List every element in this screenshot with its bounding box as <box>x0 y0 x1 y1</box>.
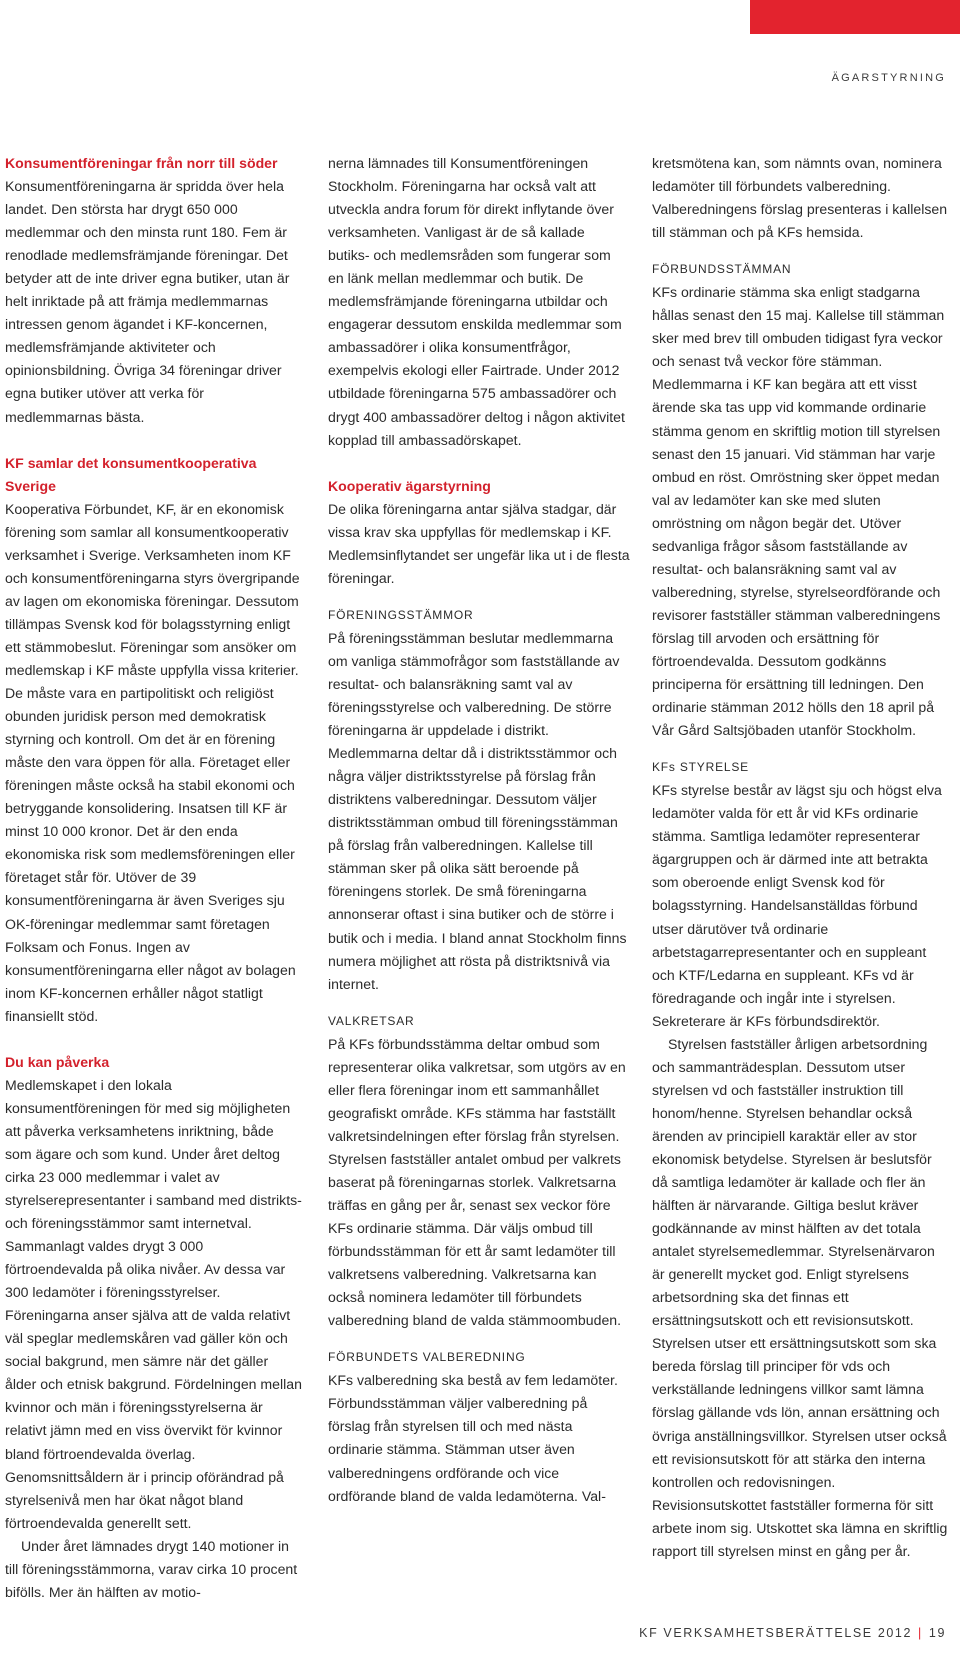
page-number: 19 <box>928 1626 946 1640</box>
footer-separator: | <box>918 1626 923 1640</box>
heading-du-kan-paverka: Du kan påverka <box>5 1053 110 1070</box>
subheading-foreningsstammor: FÖRENINGSSTÄMMOR <box>328 607 474 622</box>
paragraph: På föreningsstämman beslutar medlemmarna om vanliga stämmofrågor som fastställande av resultat- och balansräkning samt val av föreningsstyrelse och valberedning. De större föreningarna är uppdelade i distrikt. Medlemmarna deltar då i distriktsstämmor och några väljer distriktsstyrelse på förslag från distriktens valberedningar. Dessutom väljer distriktsstämman ombud till föreningsstämman på förslag från valberedningen. Kallelse till stämman sker på olika sätt beroende på föreningens storlek. De små föreningarna annonserar oftast i sina butiker och de större i butik och i media. I bland annat Stockholm finns numera möjlighet att rösta på distriktsnivå via internet. <box>328 629 627 992</box>
heading-kf-samlar: KF samlar det konsumentkooperativa Sverige <box>5 454 257 494</box>
section-label: ÄGARSTYRNING <box>831 72 946 84</box>
paragraph: Medlemskapet i den lokala konsumentföreningen för med sig möjligheten att påverka verksamhetens inriktning, både som ägare och som kund. Under året deltog cirka 23 000 medlemmar i valet av styrelserepresentanter i samband med distrikts- och föreningsstämmor samt internetval. Sammanlagt valdes drygt 3 000 förtroendevalda på olika nivåer. Av dessa var 300 ledamöter i föreningsstyrelser. Föreningarna anser själva att de valda relativt väl speglar medlemskåren vad gäller kön och social bakgrund, men sämre när det gäller ålder och etnisk bakgrund. Fördelningen mellan kvinnor och män i föreningsstyrelserna är relativt jämn med en viss övervikt för kvinnor bland förtroendevalda överlag. Genomsnittsåldern är i princip oförändrad på styrelsenivå men har ökat något bland förtroendevalda generellt sett. <box>5 1076 302 1531</box>
red-corner-tab <box>750 0 960 34</box>
paragraph: De olika föreningarna antar själva stadgar, där vissa krav ska uppfyllas för medlemskap i KF. Medlemsinflytandet ser ungefär lika ut i de flesta föreningar. <box>328 500 630 586</box>
paragraph: KFs styrelse består av lägst sju och högst elva ledamöter valda för ett år vid KFs ordinarie stämma. Samtliga ledamöter representerar ägargruppen och är därmed inte att betrakta som oberoende enligt Svensk kod för bolagsstyrning. Handelsanställdas förbund utser därutöver två ordinarie arbetstagarrepresentanter och en suppleant och KTF/Ledarna en suppleant. KFs vd är föredragande och ingår inte i styrelsen. Sekreterare är KFs förbundsdirektör. <box>652 782 942 1029</box>
text-column-2 <box>328 152 630 1508</box>
subheading-valkretsar: VALKRETSAR <box>328 1013 415 1028</box>
subheading-forbundsstamman: FÖRBUNDSSTÄMMAN <box>652 262 792 277</box>
heading-kooperativ-agarstyrning: Kooperativ ägarstyrning <box>328 477 491 494</box>
footer-title: KF VERKSAMHETSBERÄTTELSE 2012 <box>639 1626 913 1640</box>
paragraph: Styrelsen fastställer årligen arbetsordning och sammanträdesplan. Dessutom utser styrelsen vd och fastställer instruktion till honom/henne. Styrelsen behandlar också ärenden av principiell karaktär eller av stor ekonomisk betydelse. Styrelsen är beslutsför då samtliga ledamöter är kallade och fler än hälften är närvarande. Giltiga beslut kräver godkännande av minst hälften av det totala antalet styrelsemedlemmar. Styrelsenärvaron är generellt mycket god. Enligt styrelsens arbetsordning ska det finnas ett ersättningsutskott och ett revisionsutskott. Styrelsen utser ett ersättningsutskott som ska bereda förslag till principer för vds och verkställande ledningens villkor samt lämna förslag gällande vds lön, annan ersättning och övriga anställningsvillkor. Styrelsen utser också ett revisionsutskott för att stärka den interna kontrollen och redovisningen. Revisionsutskottet fastställer formerna för sitt arbete inom sig. Utskottet ska lämna en skriftlig rapport till styrelsen minst en gång per år. <box>652 1035 948 1559</box>
heading-konsumentforeningar: Konsumentföreningar från norr till söder <box>5 155 278 171</box>
text-column-1 <box>5 152 303 1604</box>
paragraph: nerna lämnades till Konsumentföreningen Stockholm. Föreningarna har också valt att utveckla andra forum för direkt inflytande över verksamheten. Vanligast är de så kallade butiks- och medlemsråden som fungerar som en länk mellan medlemmar och butik. De medlemsfrämjande föreningarna utbildar och engagerar dessutom enskilda medlemmar som ambassadörer i olika konsumentfrågor, exempelvis ekologi eller Fairtrade. Under 2012 utbildade föreningarna 575 ambassadörer och drygt 400 ambassadörer deltog i någon aktivitet kopplad till ambassadörskapet. <box>328 155 625 448</box>
subheading-forbundets-valberedning: FÖRBUNDETS VALBEREDNING <box>328 1350 526 1365</box>
paragraph: Kooperativa Förbundet, KF, är en ekonomisk förening som samlar all konsumentkooperativ verksamhet i Sverige. Verksamheten inom KF och konsumentföreningarna styrs övergripande av lagen om ekonomiska föreningar. Dessutom tillämpas Svensk kod för bolagsstyrning enligt ett stämmobeslut. Föreningar som ansöker om medlemskap i KF måste uppfylla vissa kriterier. De måste vara en partipolitiskt och religiöst obunden juridisk person med demokratisk styrning och kontroll. Om det är en förening måste den vara öppen för alla. Företaget eller föreningen måste också ha stabil ekonomi och betryggande konsolidering. Insatsen till KF är minst 10 000 kronor. Det är den enda ekonomiska risk som medlemsföreningen eller företaget står för. Utöver de 39 konsumentföreningarna är även Sveriges sju OK-föreningar medlemmar samt företagen Folksam och Fonus. Ingen av konsumentföreningarna eller något av bolagen inom KF-koncernen erhåller något statligt finansiellt stöd. <box>5 500 300 1024</box>
subheading-kfs-styrelse: KFs STYRELSE <box>652 760 749 775</box>
paragraph: Under året lämnades drygt 140 motioner in till föreningsstämmorna, varav cirka 10 procent bifölls. Mer än hälften av motio- <box>5 1537 298 1600</box>
text-column-3 <box>652 152 948 1563</box>
paragraph: KFs ordinarie stämma ska enligt stadgarna hållas senast den 15 maj. Kallelse till stämman sker med brev till ombuden tidigast fyra veckor och senast två veckor före stämman. Medlemmarna i KF kan begära att ett visst ärende ska tas upp vid kommande ordinarie stämma genom en skriftlig motion till styrelsen senast den 15 januari. Vid stämman har varje ombud en röst. Omröstning sker öppet medan val av ledamöter kan ske med sluten omröstning om någon begär det. Utöver sedvanliga frågor såsom fastställande av resultat- och balansräkning samt val av valberedning, styrelse, styrelseordförande och revisorer fastställer stämman valberedningens förslag till arvoden och ersättning för förtroendevalda. Dessutom godkänns principerna för ersättning till ledningen. Den ordinarie stämman 2012 hölls den 18 april på Vår Gård Saltsjöbaden utanför Stockholm. <box>652 284 945 739</box>
paragraph: kretsmötena kan, som nämnts ovan, nominera ledamöter till förbundets valberedning. Valberedningens förslag presenteras i kallelsen till stämman och på KFs hemsida. <box>652 155 948 241</box>
paragraph: KFs valberedning ska bestå av fem ledamöter. Förbundsstämman väljer valberedning på förslag från styrelsen till och med nästa ordinarie stämma. Stämman utser även valberedningens ordförande och vice ordförande bland de valda ledamöterna. Val- <box>328 1372 618 1504</box>
paragraph: På KFs förbundsstämma deltar ombud som representerar olika valkretsar, som utgörs av en eller flera föreningar inom ett sammanhållet geografiskt område. KFs stämma har fastställt valkretsindelningen efter förslag från styrelsen. Styrelsen fastställer antalet ombud per valkrets baserat på föreningarnas storlek. Valkretsarna träffas en gång per år, senast sex veckor före KFs ordinarie stämma. Där väljs ombud till förbundsstämman för ett år samt ledamöter till valkretsens valberedning. Valkretsarna kan också nominera ledamöter till förbundets valberedning bland de valda stämmoombuden. <box>328 1035 626 1329</box>
page-footer <box>639 1626 946 1640</box>
paragraph: Konsumentföreningarna är spridda över hela landet. Den största har drygt 650 000 medlemmar och den minsta runt 180. Fem är renodlade medlemsfrämjande föreningar. Det betyder att de inte driver egna butiker, utan är helt inriktade på att främja medlemmarnas intressen genom ägandet i KF-koncernen, medlemsfrämjande aktiviteter och opinionsbildning. Övriga 34 föreningar driver egna butiker utöver att verka för medlemmarnas bästa. <box>5 178 290 425</box>
